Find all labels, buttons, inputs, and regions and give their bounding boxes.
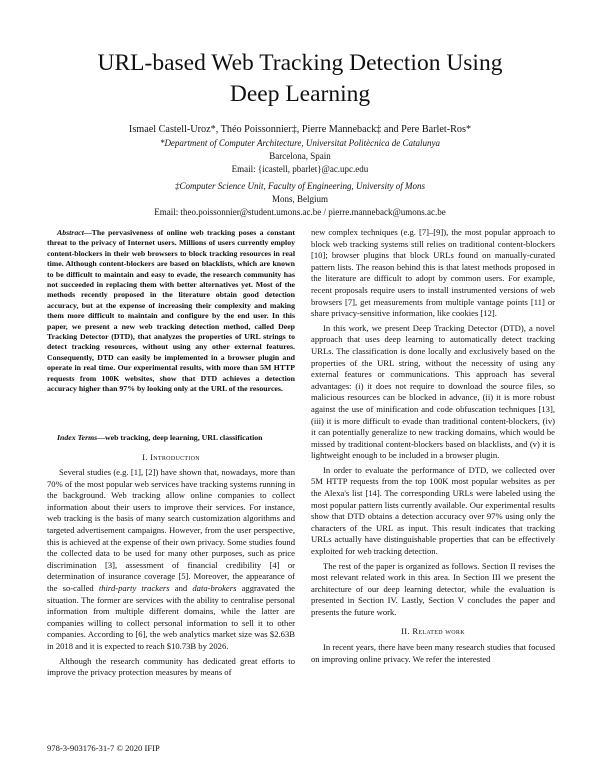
right-paragraph-3: In order to evaluate the performance of DTD, we collected over 5M HTTP requests from the top 100K most popular websites as per the Alexa's list [14]. The corresponding URLs were labeled using the most popular pattern lists currently available. Our experimental results show that DTD obtains a detection accuracy over 97% using only the characters of the URL as input. This result indicates that tracking URLs actually have distinguishable properties that can be effectively exploited for web tracking detection. [311,464,555,557]
right-paragraph-5: In recent years, there have been many research studies that focused on improving online privacy. We refer the interested [311,642,555,664]
title-line-2: Deep Learning [229,81,371,107]
right-paragraph-4: The rest of the paper is organized as follows. Section II revises the most relevant related work in this area. In Section III we present the architecture of our deep learning detector, while the evaluation is presented in Section IV. Lastly, Section V concludes the paper and presents the future work. [311,560,555,617]
affiliation-1-city: Barcelona, Spain [269,151,331,161]
abstract-label: Abstract [57,228,84,237]
right-column [311,227,555,665]
affiliation-2-email: Email: theo.poissonnier@student.umons.ac.be / pierre.manneback@umons.ac.be [154,207,446,217]
intro-paragraph-2: Although the research community has dedicated great efforts to improve the privacy protection measures by means of [47,655,295,678]
section-heading-introduction: I. Introduction [142,452,200,462]
affiliation-1-email: Email: {icastell, pbarlet}@ac.upc.edu [231,164,369,174]
section-heading-related-work: II. Related work [401,625,465,636]
intro-column [47,467,295,679]
affiliation-2-dept: ‡Computer Science Unit, Faculty of Engineering, University of Mons [175,181,425,191]
affiliation-2 [30,180,570,219]
author-list: Ismael Castell-Uroz*, Théo Poissonnier‡, Pierre Manneback‡ and Pere Barlet-Ros* [128,124,472,135]
title-line-1: URL-based Web Tracking Detection Using [97,50,503,76]
index-terms [47,433,295,443]
copyright-footer: 978-3-903176-31-7 © 2020 IFIP [47,743,160,753]
right-paragraph-2: In this work, we present Deep Tracking Detector (DTD), a novel approach that uses deep learning to automatically detect tracking URLs. The classification is done locally and exclusively based on the properties of the URL string, without the necessity of using any external features or communications. This approach has several advantages: (i) it does not require to download the source files, so malicious resources can be blocked in advance, (ii) it is more robust against the use of minification and code obfuscation techniques [13], (iii) it is more difficult to evade than traditional content-blockers, (iv) it can potentially generalize to new tracking domains, which would be missed by traditional content-blockers based on blacklists, and (v) it is lightweight enough to be included in a browser plugin. [311,322,555,461]
affiliation-2-city: Mons, Belgium [271,194,328,204]
affiliation-1 [30,137,570,176]
intro-paragraph-1: Several studies (e.g. [1], [2]) have shown that, nowadays, more than 70% of the most popular web services have tracking systems running in the background. Web tracking allow online companies to collect information about their users to improve their services. For instance, web tracking is the basis of many search customization algorithms and targeted advertisement campaigns. However, from the user perspective, this is achieved at the expense of their own privacy. Some studies found the collected data to be used for many other purposes, such as price discrimination [3], assessment of financial credibility [4] or determination of insurance coverage [5]. Moreover, the appearance of the so-called third-party trackers and data-brokers aggravated the situation. The former are services with the ability to centralise personal information from multiple different domains, while the latter are companies willing to collect personal information to sell it to other companies. According to [6], the web analytics market size was $2.63B in 2018 and it is expected to reach $10.73B by 2026. [47,467,295,651]
abstract-text: —The pervasiveness of online web tracking poses a constant threat to the privacy of Internet users. Millions of users currently employ content-blockers in their web browsers to block tracking resources in real time. Although content-blockers are based on blacklists, which are known to be difficult to maintain and easy to evade, the research community has not succeeded in replacing them with better alternatives yet. Most of the methods recently proposed in the literature obtain good detection accuracy, but at the expense of increasing their complexity and making them more difficult to maintain and configure by the end user. In this paper, we present a new web tracking detection method, called Deep Tracking Detector (DTD), that analyzes the properties of URL strings to detect tracking resources, without using any other external features. Consequently, DTD can easily be implemented in a browser plugin and operate in real time. Our experimental results, with more than 5M HTTP requests from 100K websites, show that DTD achieves a detection accuracy higher than 97% by looking only at the URL of the resources. [47,228,295,394]
right-paragraph-1: new complex techniques (e.g. [7]–[9]), the most popular approach to block web tracking systems still relies on traditional content-blockers [10]; browser plugins that block URLs found on manually-curated pattern lists. The reason behind this is that latest methods proposed in the literature are difficult to adopt by common users. For example, recent proposals require users to install instrumented versions of web browsers [7], get measurements from multiple vantage points [11] or share privacy-sensitive information, like cookies [12]. [311,227,555,319]
paper-title [40,48,560,110]
abstract [47,228,295,395]
index-terms-label: Index Terms [57,433,98,442]
affiliation-1-dept: *Department of Computer Architecture, Universitat Politècnica de Catalunya [159,138,441,148]
index-terms-text: —web tracking, deep learning, URL classification [97,433,263,442]
